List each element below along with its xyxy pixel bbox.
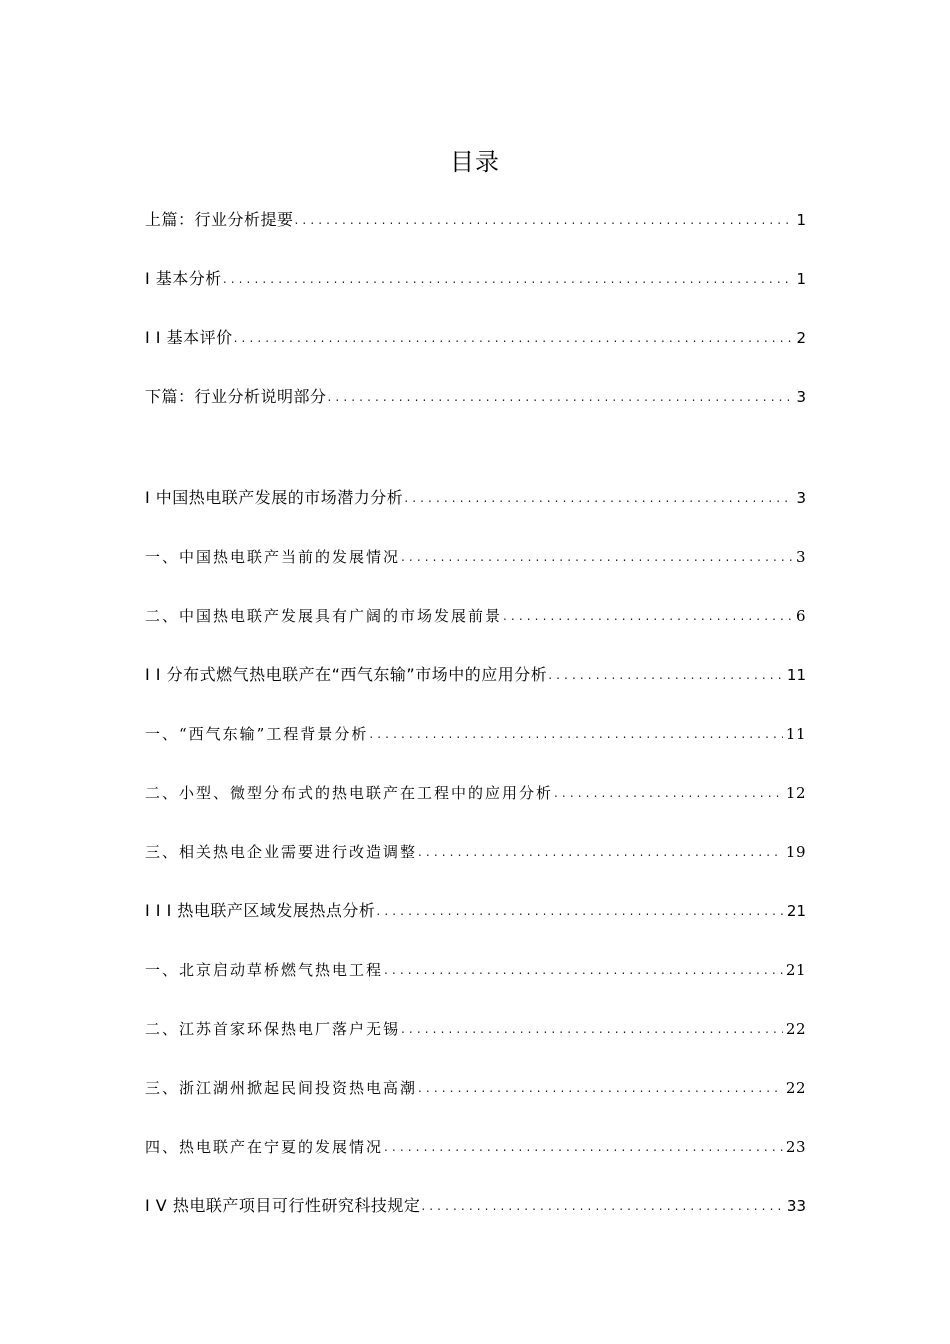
toc-entry-page: 3 (795, 548, 806, 566)
toc-entry-page: 6 (795, 607, 806, 625)
toc-entry-label: 一、中国热电联产当前的发展情况 (145, 548, 401, 566)
toc-leader-dots (553, 785, 783, 803)
toc-entry-page: 1 (796, 211, 806, 229)
toc-entry-label: 上篇：行业分析提要 (145, 210, 294, 229)
toc-entry[interactable] (145, 1192, 806, 1216)
toc-entry-page: 23 (785, 1138, 806, 1156)
toc-entry[interactable] (145, 383, 806, 407)
toc-entry-page: 22 (785, 1020, 806, 1038)
toc-entry[interactable] (145, 1133, 806, 1157)
toc-leader-dots (417, 1080, 783, 1098)
toc-entry[interactable] (145, 206, 806, 230)
toc-leader-dots (417, 844, 783, 862)
toc-title: 目录 (450, 148, 500, 176)
toc-entry-page: 12 (785, 784, 806, 802)
toc-entry-label: 一、“西气东输”工程背景分析 (145, 725, 369, 743)
toc-entry[interactable] (145, 897, 806, 921)
toc-entry[interactable] (145, 838, 806, 862)
toc-entry[interactable] (145, 602, 806, 626)
toc-leader-dots (327, 389, 794, 407)
toc-entry-page: 3 (796, 489, 806, 507)
toc-entry-page: 33 (786, 1197, 806, 1215)
toc-entry[interactable] (145, 720, 806, 744)
toc-entry-label: 四、热电联产在宁夏的发展情况 (145, 1138, 384, 1156)
toc-entry-label: 二、小型、微型分布式的热电联产在工程中的应用分析 (145, 784, 554, 802)
toc-leader-dots (502, 608, 793, 626)
toc-leader-dots (383, 1139, 783, 1157)
toc-entry-label: I I 分布式燃气热电联产在“西气东输”市场中的应用分析 (145, 665, 548, 684)
toc-leader-dots (222, 271, 794, 289)
toc-entry-page: 1 (796, 270, 806, 288)
toc-leader-dots (233, 330, 794, 348)
toc-entry-page: 22 (785, 1079, 806, 1097)
toc-entry[interactable] (145, 661, 806, 685)
toc-entry-label: I I I 热电联产区域发展热点分析 (145, 901, 376, 920)
toc-entry-label: 一、北京启动草桥燃气热电工程 (145, 961, 384, 979)
toc-leader-dots (403, 490, 793, 508)
toc-entry-page: 2 (796, 329, 806, 347)
toc-entry-label: I 中国热电联产发展的市场潜力分析 (145, 488, 404, 507)
toc-entry-label: I V 热电联产项目可行性研究科技规定 (145, 1196, 421, 1215)
toc-entry[interactable] (145, 543, 806, 567)
toc-entry-page: 19 (785, 843, 806, 861)
toc-entry[interactable] (145, 324, 806, 348)
toc-entry-label: 二、中国热电联产发展具有广阔的市场发展前景 (145, 607, 503, 625)
toc-entry-label: 三、相关热电企业需要进行改造调整 (145, 843, 418, 861)
toc-entry[interactable] (145, 1074, 806, 1098)
toc-entry-label: I 基本分析 (145, 269, 222, 288)
toc-entry-label: I I 基本评价 (145, 328, 233, 347)
toc-leader-dots (383, 962, 783, 980)
toc-leader-dots (294, 212, 794, 230)
toc-entry[interactable] (145, 265, 806, 289)
toc-entry[interactable] (145, 779, 806, 803)
toc-entry[interactable] (145, 956, 806, 980)
toc-entry-page: 21 (785, 961, 806, 979)
toc-entry-page: 3 (796, 388, 806, 406)
toc-entry-page: 11 (785, 725, 806, 743)
toc-entry-label: 三、浙江湖州掀起民间投资热电高潮 (145, 1079, 418, 1097)
toc-leader-dots (400, 549, 793, 567)
toc-list (145, 0, 806, 1344)
toc-entry-label: 二、江苏首家环保热电厂落户无锡 (145, 1020, 401, 1038)
toc-entry-page: 21 (786, 902, 806, 920)
toc-entry[interactable] (145, 484, 806, 508)
toc-leader-dots (420, 1198, 784, 1216)
toc-leader-dots (400, 1021, 783, 1039)
toc-leader-dots (368, 726, 783, 744)
toc-entry-label: 下篇：行业分析说明部分 (145, 387, 327, 406)
toc-leader-dots (375, 903, 783, 921)
toc-entry[interactable] (145, 1015, 806, 1039)
toc-entry-page: 11 (786, 666, 806, 684)
toc-leader-dots (547, 667, 784, 685)
